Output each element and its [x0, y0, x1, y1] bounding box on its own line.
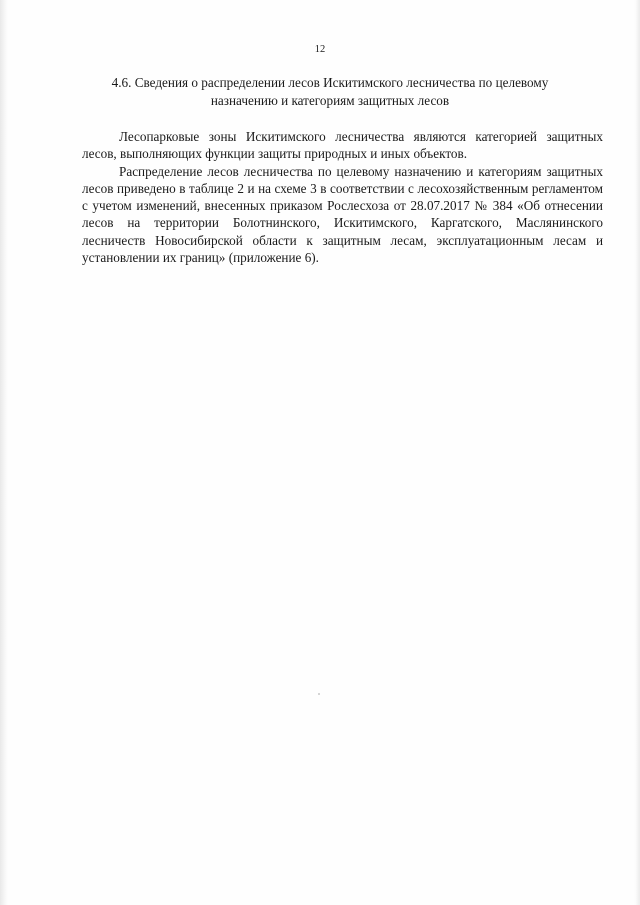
page-number: 12	[314, 44, 326, 55]
section-heading: 4.6. Сведения о распределении лесов Искитимского лесничества по целевому назначению и категориям защитных лесов	[111, 75, 549, 108]
scan-speck	[318, 693, 320, 695]
paragraph-1: Лесопарковые зоны Искитимского лесничества являются категорией защитных лесов, выполняющих функции защиты природных и иных объектов.	[82, 129, 603, 162]
scan-edge-right	[634, 0, 640, 905]
paragraph-2: Распределение лесов лесничества по целевому назначению и категориям защитных лесов приведено в таблице 2 и на схеме 3 в соответствии с лесохозяйственным регламентом с учетом изменений, внесенных приказом Рослесхоза от 28.07.2017 № 384 «Об отнесении лесов на территории Болотнинского, Искитимского, Каргатского, Маслянинского лесничеств Новосибирской области к защитным лесам, эксплуатационным лесам и установлении их границ» (приложение 6).	[82, 163, 603, 266]
body-text	[82, 128, 603, 266]
scan-edge-left	[0, 0, 8, 905]
